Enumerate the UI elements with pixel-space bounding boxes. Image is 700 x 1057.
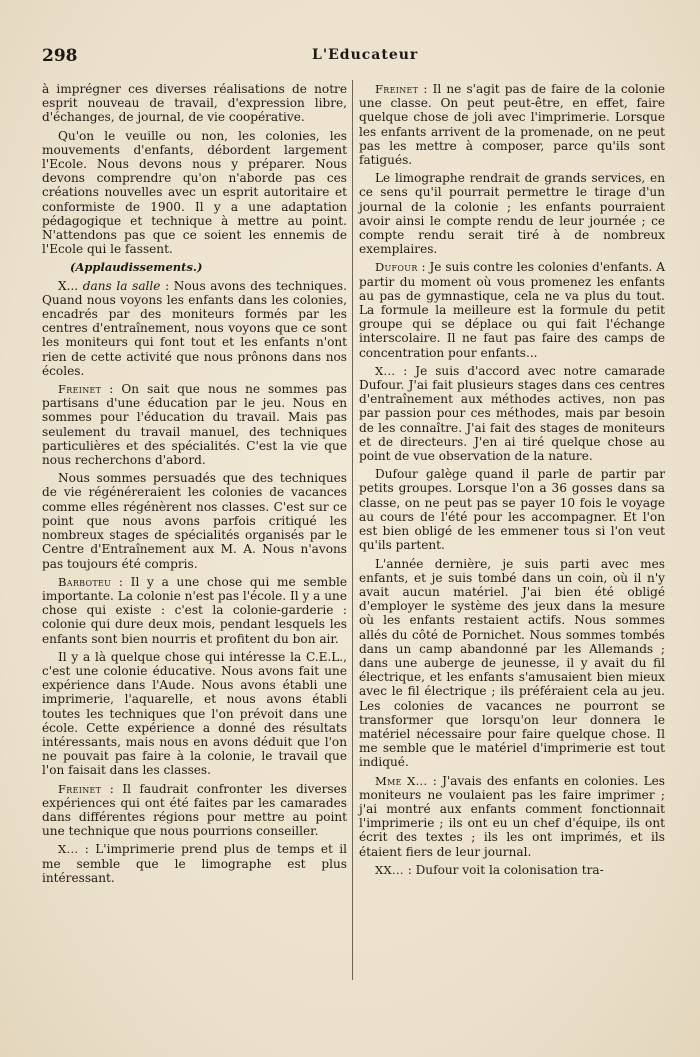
paragraph bbox=[42, 650, 347, 778]
paragraph bbox=[359, 364, 665, 463]
page-header bbox=[42, 46, 666, 70]
left-column bbox=[42, 82, 347, 889]
paragraph bbox=[42, 129, 347, 257]
speaker-name: X... bbox=[58, 842, 79, 857]
speaker-name: X... bbox=[375, 363, 396, 378]
speaker-name: Mme X... bbox=[375, 773, 428, 788]
paragraph bbox=[42, 842, 347, 885]
paragraph-text: Dufour galège quand il parle de partir par petits groupes. Lorsque l'on a 36 gosses dans sa classe, on ne peut pas se payer 10 fois le voyage au cours de l'été pour les accompagner. Et l'on est bien obligé de les emmener tous si l'on veut qu'ils partent. bbox=[359, 467, 665, 553]
paragraph-text: : Il y a une chose qui me semble importante. La colonie n'est pas l'école. Il y a une chose qui existe : c'est la colonie-garderie : colonie qui dure deux mois, pendant lesquels les enfants sont bien nourris et profitent du bon air. bbox=[42, 574, 347, 646]
paragraph-text: Le limographe rendrait de grands services, en ce sens qu'il pourrait permettre le tirage d'un journal de la colonie ; les enfants pourraient avoir ainsi le compte rendu de leur journée ; ce compte rendu serait tiré à de nombreux exemplaires. bbox=[359, 171, 665, 257]
paragraph bbox=[359, 557, 665, 770]
speaker-name: XX... bbox=[375, 862, 404, 877]
speaker-name: Freinet bbox=[58, 781, 102, 796]
paragraph bbox=[359, 863, 665, 877]
paragraph bbox=[42, 279, 347, 378]
paragraph-text: : Il ne s'agit pas de faire de la colonie une classe. On peut peut-être, en effet, faire quelque chose de joli avec l'imprimerie. Lorsque les enfants arrivent de la promenade, on ne peut pas les mettre à composer, parce qu'ils sont fatigués. bbox=[359, 82, 665, 168]
paragraph-text: L'année dernière, je suis parti avec mes enfants, et je suis tombé dans un coin, où il n'y avait aucun matériel. J'ai bien été obligé d'employer le système des jeux dans la mesure où les enfants restaient actifs. Nous sommes allés du côté de Pornichet. Nous sommes tombés dans un camp abandonné par les Allemands ; dans une auberge de jeunesse, il y avait du fil électrique, et les enfants s'amusaient bien mieux avec le fil électrique ; ils préféraient cela au jeu. Les colonies de vacances ne pourront se transformer que lorsqu'on leur donnera le matériel nécessaire pour faire quelque chose. Il me semble que le matériel d'imprimerie est tout indiqué. bbox=[359, 556, 665, 770]
paragraph-text: : Je suis d'accord avec notre camarade Dufour. J'ai fait plusieurs stages dans ces centres d'entraînement aux méthodes actives, non pas par passion pour ces méthodes, mais par besoin de les connaître. J'ai fait des stages de moniteurs et de directeurs. J'en ai tiré quelque chose au point de vue observation de la nature. bbox=[359, 363, 665, 464]
speaker-name: Dufour bbox=[375, 260, 418, 275]
paragraph bbox=[359, 774, 665, 859]
paragraph bbox=[42, 782, 347, 839]
paragraph-text: : Il faudrait confronter les diverses expériences qui ont été faites par les camarades dans différentes régions pour mettre au point une technique que nous pourrions conseiller. bbox=[42, 781, 347, 839]
paragraph-text: : L'imprimerie prend plus de temps et il me semble que le limographe est plus intéressant. bbox=[42, 842, 347, 885]
paragraph-text: : Je suis contre les colonies d'enfants. A partir du moment où vous promenez les enfants au pas de gymnastique, cela ne va plus du tout. La formule la meilleure est la formule du petit groupe qui se déplace ou qui fait l'échange interscolaire. Il ne faut pas faire des camps de concentration pour enfants... bbox=[359, 260, 665, 360]
paragraph-text: : J'avais des enfants en colonies. Les moniteurs ne voulaient pas les faire imprimer ; j'ai montré aux enfants comment fonctionnait l'imprimerie ; ils ont eu un chef d'équipe, ils ont écrit des textes ; ils les ont imprimés, et ils étaient fiers de leur journal. bbox=[359, 773, 665, 859]
right-column bbox=[359, 82, 665, 881]
applause-note: (Applaudissements.) bbox=[70, 260, 203, 275]
paragraph-text: à imprégner ces diverses réalisations de notre esprit nouveau de travail, d'expression libre, d'échanges, de journal, de vie coopérative. bbox=[42, 82, 347, 125]
paragraph-text: Qu'on le veuille ou non, les colonies, les mouvements d'enfants, débordent largement l'Ecole. Nous devons nous y préparer. Nous devons comprendre qu'on n'aborde pas ces créations nouvelles avec un esprit autoritaire et conformiste de 1900. Il y a une adaptation pédagogique et technique à mettre au point. N'attendons pas que ce soient les ennemis de l'Ecole qui le fassent. bbox=[42, 128, 347, 257]
paragraph-text: : On sait que nous ne sommes pas partisans d'une éducation par le jeu. Nous en sommes pour l'éducation du travail. Mais pas seulement du travail manuel, des techniques particulières et des spécialités. C'est la vie que nous recherchons d'abord. bbox=[42, 382, 347, 468]
paragraph-text: Il y a là quelque chose qui intéresse la C.E.L., c'est une colonie éducative. Nous avons fait une expérience dans l'Aude. Nous avons établi une imprimerie, l'aquarelle, et nous avons établi toutes les techniques que l'on prévoit dans une école. Cette expérience a donné des résultats intéressants, mais nous en avons déduit que l'on ne pouvait pas faire à la colonie, le travail que l'on faisait dans les classes. bbox=[42, 649, 347, 778]
paragraph bbox=[359, 467, 665, 552]
page-number: 298 bbox=[42, 46, 78, 66]
paragraph bbox=[42, 382, 347, 467]
paragraph bbox=[42, 471, 347, 570]
paragraph-text: : Nous avons des techniques. Quand nous voyons les enfants dans les colonies, encadrés par des moniteurs formés par les centres d'entraînement, nous voyons que ce sont les moniteurs qui font tout et les enfants n'ont rien de cette activité que nous prônons dans nos écoles. bbox=[42, 278, 347, 378]
running-title: L'Educateur bbox=[312, 47, 419, 63]
column-divider bbox=[352, 80, 353, 980]
speaker-name: Barboteu bbox=[58, 574, 112, 589]
paragraph bbox=[42, 82, 347, 125]
paragraph bbox=[42, 575, 347, 646]
speaker-name: X... dans la salle bbox=[58, 278, 161, 293]
paragraph bbox=[359, 171, 665, 256]
paragraph bbox=[359, 260, 665, 359]
paragraph-text: : Dufour voit la colonisation tra- bbox=[403, 862, 604, 877]
speaker-name: Freinet bbox=[58, 382, 102, 397]
paragraph bbox=[359, 82, 665, 167]
paragraph-text: Nous sommes persuadés que des techniques de vie régénéreraient les colonies de vacances comme elles régénèrent nos classes. C'est sur ce point que nous avons parfois critiqué les nombreux stages de spécialités organisés par le Centre d'Entraînement aux M. A. Nous n'avons pas toujours été compris. bbox=[42, 471, 347, 571]
speaker-name: Freinet bbox=[375, 82, 419, 96]
